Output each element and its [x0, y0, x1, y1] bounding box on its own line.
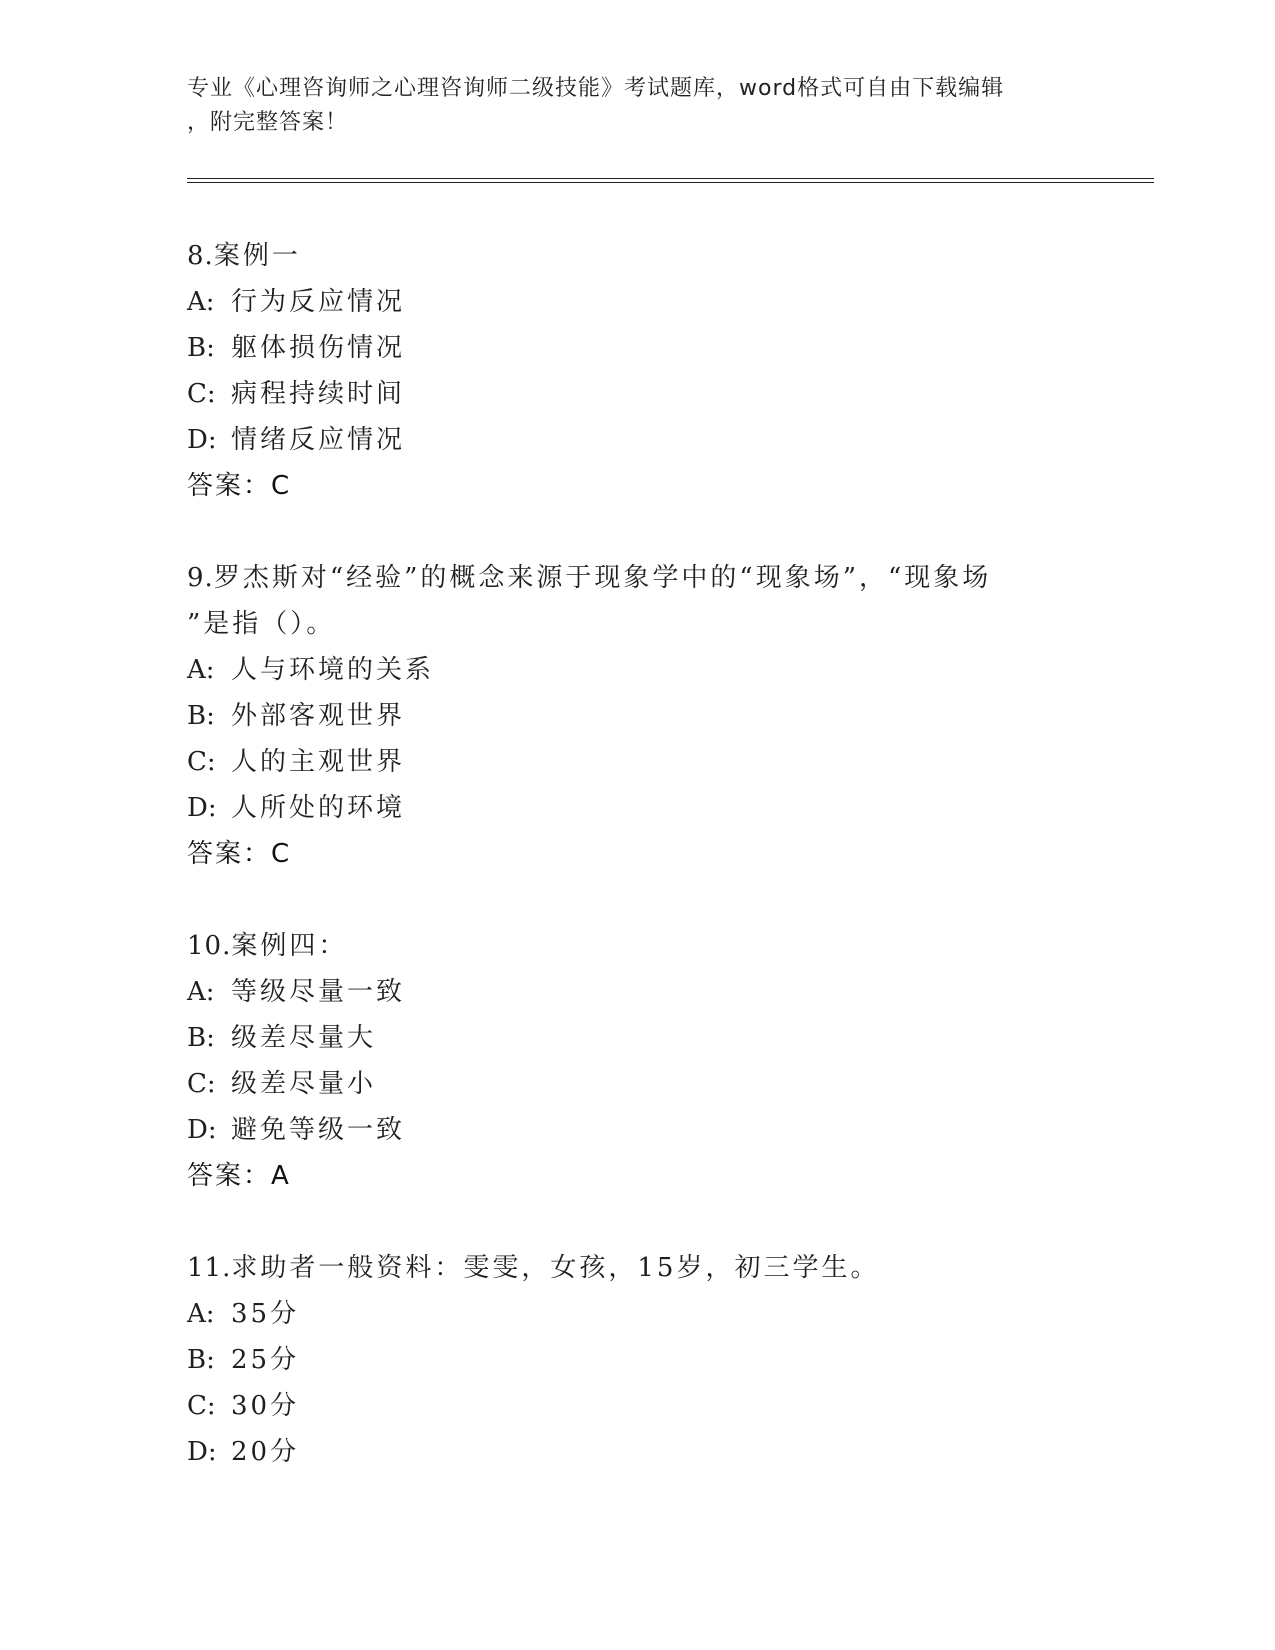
option-text: 25分: [231, 1345, 300, 1375]
question-number: 10.: [187, 931, 232, 961]
option-b: [187, 693, 1147, 739]
option-key: C:: [187, 1069, 216, 1099]
option-text: 级差尽量小: [231, 1069, 377, 1099]
option-text: 人的主观世界: [231, 747, 406, 777]
answer-label: 答案：: [187, 839, 272, 869]
option-c: [187, 1061, 1147, 1107]
option-key: A:: [187, 655, 215, 685]
option-key: C:: [187, 747, 216, 777]
option-a: [187, 647, 1147, 693]
option-d: [187, 1107, 1147, 1153]
option-text: 情绪反应情况: [231, 425, 406, 455]
option-text: 级差尽量大: [231, 1023, 377, 1053]
option-key: B:: [187, 701, 215, 731]
option-text: 病程持续时间: [231, 379, 406, 409]
question-number: 11.: [187, 1253, 232, 1283]
option-text: 30分: [231, 1391, 300, 1421]
option-key: B:: [187, 333, 215, 363]
option-key: B:: [187, 1023, 215, 1053]
option-b: [187, 1337, 1147, 1383]
header-divider-top: [187, 178, 1154, 179]
question-9: [187, 555, 1147, 877]
question-list: [187, 233, 1147, 1521]
option-a: [187, 279, 1147, 325]
question-stem-continued: ”是指（）。: [187, 609, 336, 639]
option-key: A:: [187, 1299, 215, 1329]
option-text: 行为反应情况: [231, 287, 406, 317]
option-key: D:: [187, 793, 217, 823]
header-line-2: ，附完整答案！: [187, 110, 349, 135]
option-key: C:: [187, 1391, 216, 1421]
header-divider-bottom: [187, 182, 1154, 183]
option-key: D:: [187, 425, 217, 455]
option-text: 等级尽量一致: [231, 977, 406, 1007]
option-b: [187, 1015, 1147, 1061]
option-text: 人与环境的关系: [231, 655, 435, 685]
option-a: [187, 969, 1147, 1015]
question-8: [187, 233, 1147, 509]
option-c: [187, 1383, 1147, 1429]
question-stem: [187, 923, 1147, 969]
answer-label: 答案：: [187, 471, 272, 501]
question-text: 案例四：: [231, 931, 348, 961]
question-text: 求助者一般资料：雯雯，女孩，15岁，初三学生。: [231, 1253, 880, 1283]
answer-value: C: [271, 839, 290, 869]
option-key: C:: [187, 379, 216, 409]
question-number: 9.: [187, 563, 214, 593]
answer-value: C: [271, 471, 290, 501]
option-c: [187, 371, 1147, 417]
option-text: 外部客观世界: [231, 701, 406, 731]
document-header: [187, 72, 1087, 140]
question-10: [187, 923, 1147, 1199]
option-d: [187, 785, 1147, 831]
option-text: 人所处的环境: [231, 793, 406, 823]
option-key: A:: [187, 287, 215, 317]
option-text: 躯体损伤情况: [231, 333, 406, 363]
question-stem: [187, 233, 1147, 279]
question-stem: [187, 555, 1147, 601]
option-a: [187, 1291, 1147, 1337]
option-text: 避免等级一致: [231, 1115, 406, 1145]
option-key: D:: [187, 1115, 217, 1145]
option-c: [187, 739, 1147, 785]
option-d: [187, 417, 1147, 463]
question-text: 罗杰斯对“经验”的概念来源于现象学中的“现象场”，“现象场: [213, 563, 992, 593]
question-number: 8.: [187, 241, 214, 271]
option-key: B:: [187, 1345, 215, 1375]
option-key: D:: [187, 1437, 217, 1467]
option-d: [187, 1429, 1147, 1475]
question-stem: [187, 1245, 1147, 1291]
answer-line: [187, 831, 1147, 877]
option-b: [187, 325, 1147, 371]
answer-label: 答案：: [187, 1161, 272, 1191]
question-text: 案例一: [213, 241, 301, 271]
option-text: 20分: [231, 1437, 300, 1467]
answer-value: A: [271, 1161, 289, 1191]
answer-line: [187, 1153, 1147, 1199]
question-11: [187, 1245, 1147, 1475]
option-key: A:: [187, 977, 215, 1007]
option-text: 35分: [231, 1299, 300, 1329]
header-line-1: 专业《心理咨询师之心理咨询师二级技能》考试题库，word格式可自由下载编辑: [187, 76, 1005, 101]
answer-line: [187, 463, 1147, 509]
